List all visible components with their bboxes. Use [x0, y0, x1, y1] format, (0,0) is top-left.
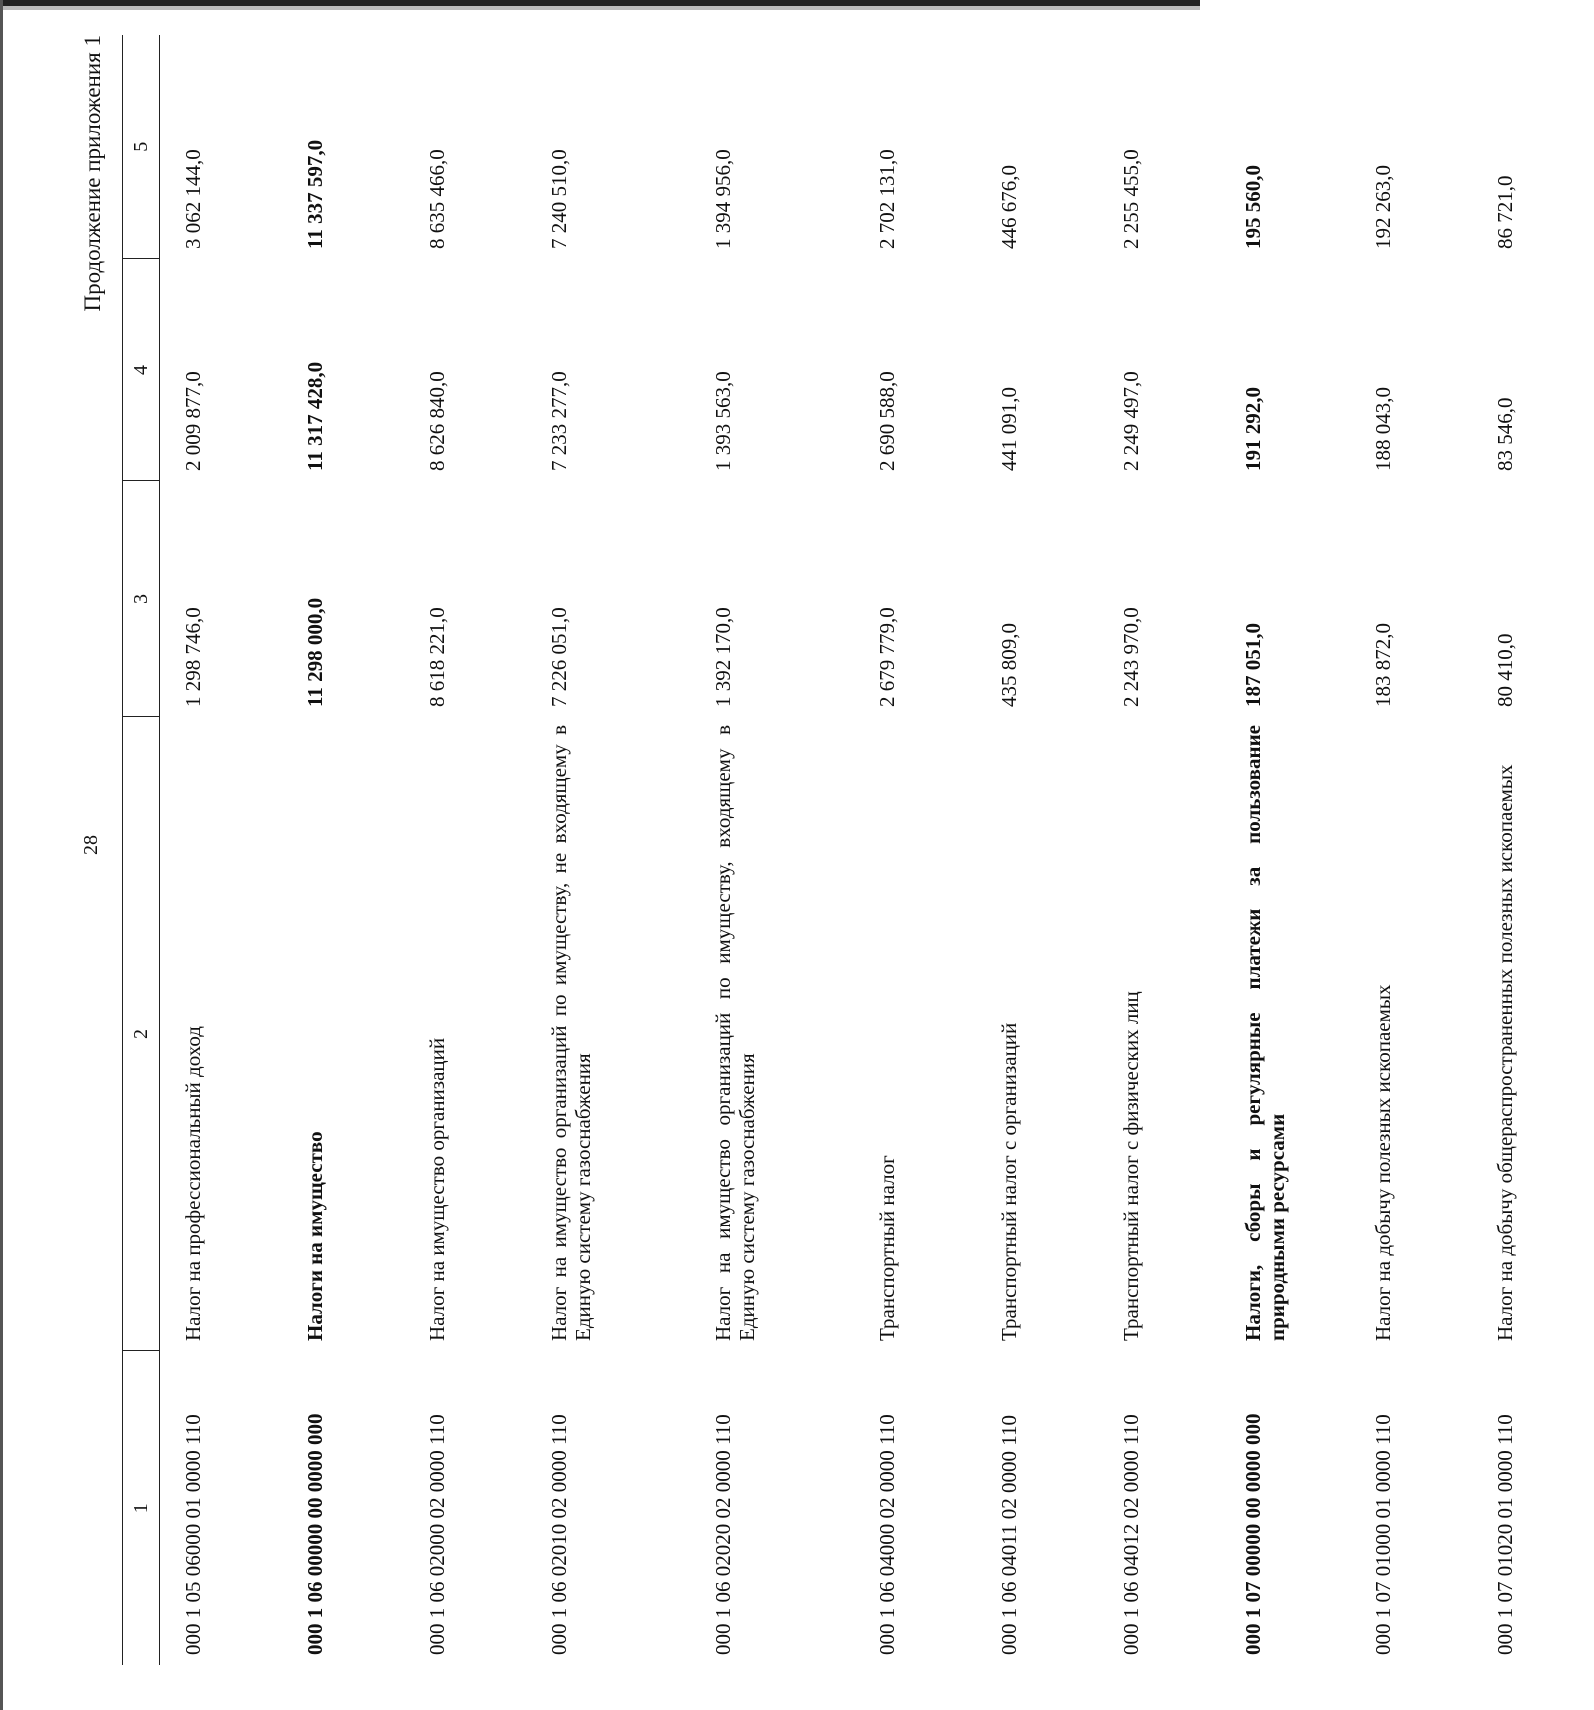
value-col5: 86 721,0	[1493, 175, 1517, 249]
budget-code: 000 1 07 01000 01 0000 110	[1371, 1414, 1395, 1655]
budget-code: 000 1 06 02020 02 0000 110	[711, 1414, 735, 1655]
table-row	[160, 35, 283, 1665]
revenue-name: Налог на профессиональный доход	[181, 1026, 205, 1341]
value-col4: 83 546,0	[1493, 397, 1517, 471]
value-col4: 188 043,0	[1371, 387, 1395, 471]
value-col4: 2 009 877,0	[181, 371, 205, 471]
value-col4: 191 292,0	[1241, 387, 1265, 471]
revenue-name: Налог на добычу общераспространенных полезных ископаемых	[1493, 764, 1517, 1341]
table-row	[1098, 35, 1220, 1665]
value-col5: 8 635 466,0	[425, 149, 449, 249]
revenue-name: Налоги на имущество	[303, 1131, 327, 1341]
value-col4: 441 091,0	[997, 387, 1021, 471]
value-col4: 11 317 428,0	[303, 361, 327, 471]
value-col5: 3 062 144,0	[181, 149, 205, 249]
rotated-page	[80, 35, 1517, 1665]
table-row	[976, 35, 1098, 1665]
column-number-5: 5	[123, 35, 160, 259]
page-number: 28	[80, 835, 102, 855]
value-col3: 2 679 779,0	[875, 607, 899, 707]
value-col3: 187 051,0	[1241, 623, 1265, 707]
value-col5: 192 263,0	[1371, 165, 1395, 249]
revenue-table	[122, 35, 1594, 1665]
value-col5: 2 255 455,0	[1119, 149, 1143, 249]
revenue-name: Налог на имущество организаций	[425, 1037, 449, 1341]
value-col4: 1 393 563,0	[711, 371, 735, 471]
value-col4: 2 690 588,0	[875, 371, 899, 471]
revenue-name: Транспортный налог с организаций	[997, 1022, 1021, 1341]
revenue-name: Транспортный налог с физических лиц	[1119, 991, 1143, 1341]
value-col5: 7 240 510,0	[547, 149, 571, 249]
value-col5: 1 394 956,0	[711, 149, 735, 249]
budget-code: 000 1 06 02010 02 0000 110	[547, 1414, 571, 1655]
value-col4: 7 233 277,0	[547, 371, 571, 471]
revenue-name: Транспортный налог	[875, 1155, 899, 1341]
revenue-name: Налог на имущество организаций по имуществу, входящему в Единую систему газоснабжения	[711, 725, 759, 1341]
revenue-name: Налог на имущество организаций по имуществу, не входящему в Единую систему газоснабжения	[547, 725, 595, 1341]
budget-code: 000 1 07 01020 01 0000 110	[1493, 1414, 1517, 1655]
value-col4: 8 626 840,0	[425, 371, 449, 471]
table-row	[404, 35, 526, 1665]
value-col3: 435 809,0	[997, 623, 1021, 707]
table-row	[1472, 35, 1594, 1665]
table-row	[526, 35, 690, 1665]
value-col5: 446 676,0	[997, 165, 1021, 249]
budget-code: 000 1 06 00000 00 0000 000	[303, 1413, 327, 1655]
budget-code: 000 1 07 00000 00 0000 000	[1241, 1413, 1265, 1655]
revenue-name: Налоги, сборы и регулярные платежи за пользование природными ресурсами	[1241, 725, 1289, 1341]
value-col3: 2 243 970,0	[1119, 607, 1143, 707]
scan-left-edge	[0, 0, 3, 1710]
table-row	[690, 35, 854, 1665]
value-col3: 1 298 746,0	[181, 607, 205, 707]
value-col5: 11 337 597,0	[303, 139, 327, 249]
scan-top-shadow	[0, 6, 1200, 10]
value-col5: 195 560,0	[1241, 165, 1265, 249]
table-row	[282, 35, 404, 1665]
budget-code: 000 1 06 04011 02 0000 110	[997, 1415, 1021, 1655]
value-col5: 2 702 131,0	[875, 149, 899, 249]
table-row	[854, 35, 976, 1665]
table-row	[1350, 35, 1472, 1665]
column-number-2: 2	[123, 717, 160, 1351]
revenue-name: Налог на добычу полезных ископаемых	[1371, 984, 1395, 1341]
column-number-4: 4	[123, 259, 160, 481]
value-col3: 183 872,0	[1371, 623, 1395, 707]
value-col3: 80 410,0	[1493, 633, 1517, 707]
column-number-3: 3	[123, 481, 160, 717]
value-col3: 8 618 221,0	[425, 607, 449, 707]
value-col3: 1 392 170,0	[711, 607, 735, 707]
value-col4: 2 249 497,0	[1119, 371, 1143, 471]
column-number-1: 1	[123, 1351, 160, 1665]
budget-code: 000 1 06 04000 02 0000 110	[875, 1414, 899, 1655]
table-row	[1220, 35, 1350, 1665]
value-col3: 7 226 051,0	[547, 607, 571, 707]
continuation-label: Продолжение приложения 1	[80, 35, 105, 312]
column-number-row	[123, 35, 160, 1665]
value-col3: 11 298 000,0	[303, 597, 327, 707]
budget-code: 000 1 05 06000 01 0000 110	[181, 1414, 205, 1655]
budget-code: 000 1 06 04012 02 0000 110	[1119, 1414, 1143, 1655]
budget-code: 000 1 06 02000 02 0000 110	[425, 1414, 449, 1655]
